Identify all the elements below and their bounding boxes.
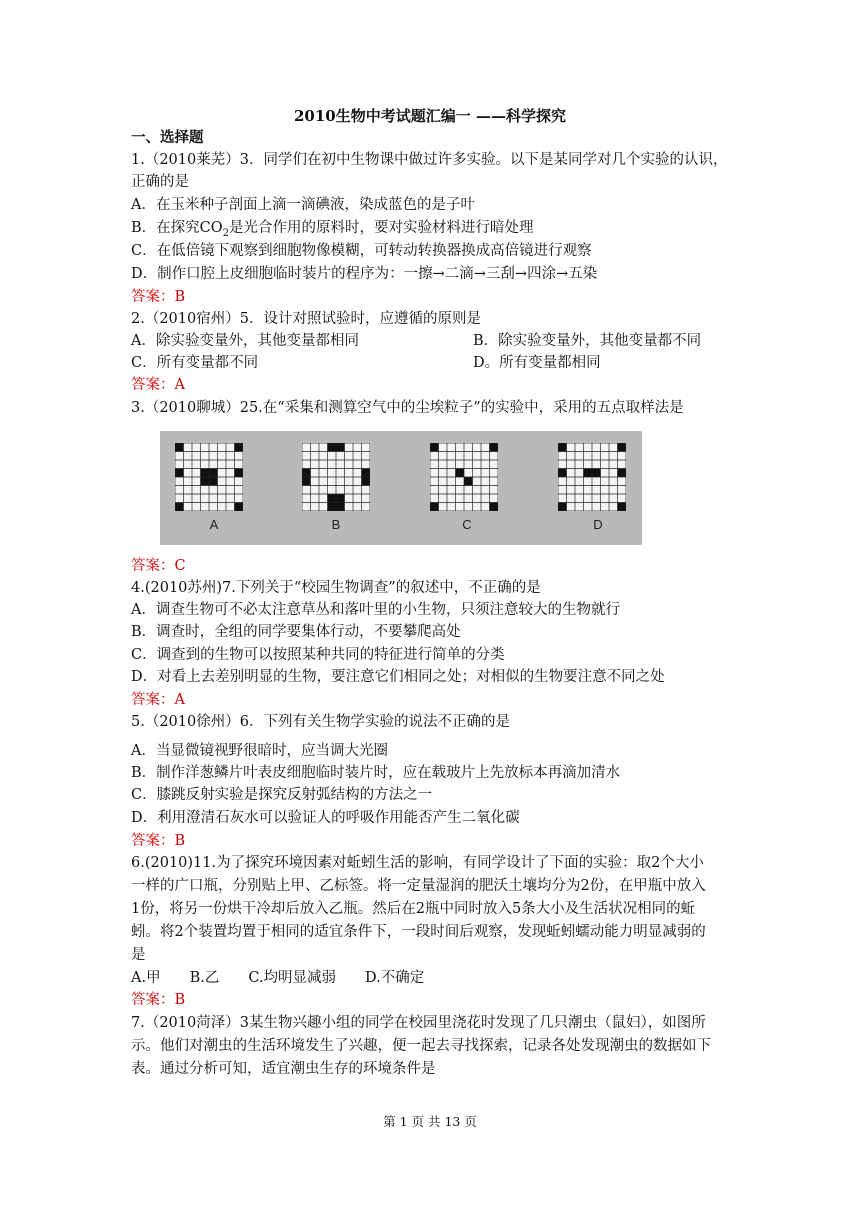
q1-option-b-pre: B．在探究CO xyxy=(131,220,223,236)
filled-cell xyxy=(618,469,627,478)
q7-stem-line1: 7.（2010菏泽）3某生物兴趣小组的同学在校园里浇花时发现了几只潮虫（鼠妇），如图所 xyxy=(131,1015,706,1031)
filled-cell xyxy=(328,443,337,452)
filled-cell xyxy=(336,443,345,452)
q6-options: A.甲 B.乙 C.均明显减弱 D.不确定 xyxy=(131,970,425,986)
q4-answer: 答案：A xyxy=(131,692,185,708)
q4-option-a: A．调查生物可不必太注意草丛和落叶里的小生物，只须注意较大的生物就行 xyxy=(131,602,620,618)
q4-stem: 4.(2010苏州)7.下列关于“校园生物调查”的叙述中，不正确的是 xyxy=(131,580,541,596)
filled-cell xyxy=(175,443,184,452)
grid-option-b xyxy=(302,443,370,511)
q2-answer: 答案：A xyxy=(131,377,185,393)
q6-answer: 答案：B xyxy=(131,992,186,1008)
filled-cell xyxy=(430,443,439,452)
filled-cell xyxy=(235,503,244,512)
q4-option-d: D．对看上去差别明显的生物，要注意它们相同之处；对相似的生物要注意不同之处 xyxy=(131,669,665,685)
q1-answer: 答案：B xyxy=(131,289,186,305)
q3-stem: 3.（2010聊城）25.在“采集和测算空气中的尘埃粒子”的实验中，采用的五点取样法是 xyxy=(131,400,684,416)
q7-stem-line3: 表。通过分析可知，适宜潮虫生存的环境条件是 xyxy=(131,1061,436,1077)
filled-cell xyxy=(235,469,244,478)
q1-stem-line1: 1.（2010莱芜）3．同学们在初中生物课中做过许多实验。以下是某同学对几个实验的认识， xyxy=(131,152,728,168)
q3-answer: 答案：C xyxy=(131,558,186,574)
filled-cell xyxy=(592,469,601,478)
filled-cell xyxy=(302,477,311,486)
section-heading: 一、选择题 xyxy=(131,129,204,146)
filled-cell xyxy=(201,469,210,478)
sampling-grid-figure xyxy=(160,431,642,545)
filled-cell xyxy=(336,503,345,512)
q2-option-a: A．除实验变量外，其他变量都相同 xyxy=(131,333,359,349)
filled-cell xyxy=(362,477,371,486)
q5-answer: 答案：B xyxy=(131,833,186,849)
q1-option-b-sub: 2 xyxy=(222,227,230,239)
filled-cell xyxy=(209,469,218,478)
filled-cell xyxy=(201,477,210,486)
filled-cell xyxy=(584,469,593,478)
filled-cell xyxy=(558,469,567,478)
filled-cell xyxy=(328,503,337,512)
filled-cell xyxy=(175,469,184,478)
q6-stem-line2: 一样的广口瓶，分别贴上甲、乙标签。将一定量湿润的肥沃土壤均分为2份，在甲瓶中放入 xyxy=(131,878,706,894)
q6-stem-line3: 1份，将另一份烘干冷却后放入乙瓶。然后在2瓶中同时放入5条大小及生活状况相同的蚯 xyxy=(131,901,696,917)
page-footer: 第 1 页 共 13 页 xyxy=(383,1114,477,1129)
filled-cell xyxy=(328,494,337,503)
filled-cell xyxy=(490,443,499,452)
grid-label-c: C xyxy=(462,517,472,532)
q5-option-d: D．利用澄清石灰水可以验证人的呼吸作用能否产生二氧化碳 xyxy=(131,810,520,826)
grid-label-b: B xyxy=(331,517,341,532)
filled-cell xyxy=(618,503,627,512)
q4-option-c: C．调查到的生物可以按照某种共同的特征进行简单的分类 xyxy=(131,647,505,663)
filled-cell xyxy=(302,469,311,478)
q2-option-d: D。所有变量都相同 xyxy=(473,355,601,371)
filled-cell xyxy=(558,503,567,512)
q2-option-b: B．除实验变量外，其他变量都不同 xyxy=(473,333,702,349)
q1-option-d: D．制作口腔上皮细胞临时装片的程序为：一擦→二滴→三刮→四涂→五染 xyxy=(131,266,598,282)
q2-stem: 2.（2010宿州）5．设计对照试验时，应遵循的原则是 xyxy=(131,311,481,327)
q5-option-a: A．当显微镜视野很暗时，应当调大光圈 xyxy=(131,743,388,759)
filled-cell xyxy=(558,443,567,452)
q4-option-b: B．调查时，全组的同学要集体行动，不要攀爬高处 xyxy=(131,624,461,640)
q1-option-b xyxy=(131,218,534,238)
q5-option-c: C．膝跳反射实验是探究反射弧结构的方法之一 xyxy=(131,787,433,803)
grid-option-d xyxy=(558,443,626,511)
q2-option-c: C．所有变量都不同 xyxy=(131,355,259,371)
filled-cell xyxy=(618,443,627,452)
filled-cell xyxy=(464,477,473,486)
filled-cell xyxy=(456,469,465,478)
q1-option-a: A．在玉米种子剖面上滴一滴碘液，染成蓝色的是子叶 xyxy=(131,197,475,213)
grid-label-d: D xyxy=(593,517,603,532)
q1-option-c: C．在低倍镜下观察到细胞物像模糊，可转动转换器换成高倍镜进行观察 xyxy=(131,243,592,259)
q1-stem-line2: 正确的是 xyxy=(131,174,189,190)
grid-label-a: A xyxy=(209,517,219,532)
q7-stem-line2: 示。他们对潮虫的生活环境发生了兴趣，便一起去寻找探索，记录各处发现潮虫的数据如下 xyxy=(131,1038,711,1054)
filled-cell xyxy=(235,443,244,452)
q6-stem-line4: 蚓。将2个装置均置于相同的适宜条件下，一段时间后观察，发现蚯蚓蠕动能力明显减弱的 xyxy=(131,924,706,940)
filled-cell xyxy=(175,503,184,512)
filled-cell xyxy=(362,469,371,478)
q5-stem: 5.（2010徐州）6．下列有关生物学实验的说法不正确的是 xyxy=(131,714,510,730)
q5-option-b: B．制作洋葱鳞片叶表皮细胞临时装片时，应在载玻片上先放标本再滴加清水 xyxy=(131,765,621,781)
q6-stem-line1: 6.(2010)11.为了探究环境因素对蚯蚓生活的影响，有同学设计了下面的实验：取2个大小 xyxy=(131,855,704,871)
grid-option-c xyxy=(430,443,498,511)
document-title: 2010生物中考试题汇编一 ——科学探究 xyxy=(294,107,566,125)
filled-cell xyxy=(209,477,218,486)
filled-cell xyxy=(490,503,499,512)
q1-option-b-post: 是光合作用的原料时，要对实验材料进行暗处理 xyxy=(229,220,534,236)
q6-stem-line5: 是 xyxy=(131,947,146,963)
grid-option-a xyxy=(175,443,243,511)
filled-cell xyxy=(430,503,439,512)
filled-cell xyxy=(336,494,345,503)
